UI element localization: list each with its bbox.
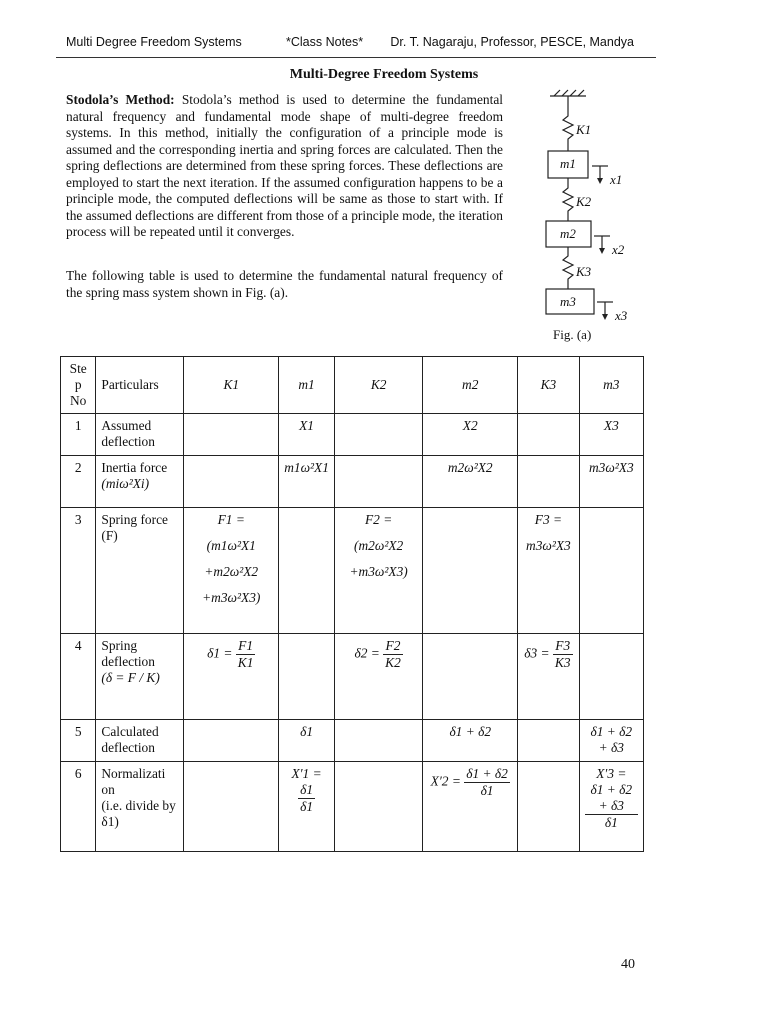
particular: Assumed deflection	[96, 414, 184, 456]
header-k1: K1	[184, 357, 279, 414]
step-number: 5	[61, 720, 96, 762]
label-m2: m2	[560, 226, 576, 241]
header-m2: m2	[423, 357, 518, 414]
page-number: 40	[621, 957, 635, 972]
spring-k2	[563, 178, 573, 221]
cell-k2: F2 = (m2ω²X2 +m3ω²X3)	[334, 508, 422, 634]
intro-paragraph-2: The following table is used to determine the fundamental natural frequency of the spring mass system shown in Fig. (a).	[66, 268, 503, 300]
label-x3: x3	[615, 308, 628, 323]
cell-m2: δ1 + δ2	[423, 720, 518, 762]
step-number: 3	[61, 508, 96, 634]
cell-k1: δ1 = $\frac{F1}{K1}$	[184, 634, 279, 720]
particular-sub: (i.e. divide by δ1)	[101, 798, 176, 829]
spring-k3	[563, 247, 573, 289]
cell-m2: m2ω²X2	[423, 456, 518, 508]
cell-m1: X1	[279, 414, 335, 456]
label-x2: x2	[612, 242, 625, 257]
spring-mass-figure	[520, 86, 640, 356]
particular: Spring deflection (δ = F / K)	[96, 634, 184, 720]
cell-k3: δ3 = $\frac{F3}{K3}$	[518, 634, 580, 720]
cell-m1: m1ω²X1	[279, 456, 335, 508]
particular: Calculated deflection	[96, 720, 184, 762]
table-row	[61, 720, 644, 762]
table-row	[61, 634, 644, 720]
label-k3: K3	[576, 264, 592, 279]
particular: Spring force (F)	[96, 508, 184, 634]
cell-m2: X2	[423, 414, 518, 456]
table-row	[61, 456, 644, 508]
page-title: Multi-Degree Freedom Systems	[289, 67, 479, 82]
step-number: 1	[61, 414, 96, 456]
cell-k3: F3 = m3ω²X3	[518, 508, 580, 634]
cell-m1: δ1	[279, 720, 335, 762]
table-row	[61, 508, 644, 634]
spring-k1	[563, 96, 573, 151]
cell-k1: F1 = (m1ω²X1 +m2ω²X2 +m3ω²X3)	[184, 508, 279, 634]
particular: Inertia force (miω²Xi)	[96, 456, 184, 508]
cell-m3: m3ω²X3	[579, 456, 643, 508]
intro-paragraph	[66, 92, 503, 241]
cell-k2: δ2 = $\frac{F2}{K2}$	[334, 634, 422, 720]
table-row	[61, 414, 644, 456]
table-row	[61, 762, 644, 852]
header-particulars: Particulars	[96, 357, 184, 414]
label-k2: K2	[576, 194, 592, 209]
intro-lead: Stodola’s Method:	[66, 92, 175, 107]
page-header	[56, 30, 656, 58]
header-m1: m1	[279, 357, 335, 414]
label-x1: x1	[610, 172, 623, 187]
header-right: Dr. T. Nagaraju, Professor, PESCE, Mandya	[390, 35, 634, 49]
cell-m3: δ1 + δ2 + δ3	[579, 720, 643, 762]
cell-m1: X′1 = $\frac{\delta 1}{\delta 1}$	[279, 762, 335, 852]
cell-m3: X3	[579, 414, 643, 456]
particular-sub: (δ = F / K)	[101, 670, 160, 685]
figure-caption: Fig. (a)	[553, 327, 592, 342]
step-number: 4	[61, 634, 96, 720]
step-number: 6	[61, 762, 96, 852]
header-m3: m3	[579, 357, 643, 414]
label-k1: K1	[576, 122, 592, 137]
header-left: Multi Degree Freedom Systems	[66, 35, 242, 49]
cell-m2: X′2 = $\frac{\delta 1 + \delta 2}{\delta 1}$	[423, 762, 518, 852]
cell-m3: X′3 = $\frac{\delta 1 + \delta 2 + \delta 3}{\delta 1}$	[579, 762, 643, 852]
label-m3: m3	[560, 294, 576, 309]
header-k3: K3	[518, 357, 580, 414]
header-k2: K2	[334, 357, 422, 414]
header-center: *Class Notes*	[286, 35, 364, 49]
table-header-row	[61, 357, 644, 414]
particular: Normalizati on (i.e. divide by δ1)	[96, 762, 184, 852]
intro-text: Stodola’s method is used to determine the fundamental natural frequency and fundamental mode shape of multi-degree freedom systems. In this method, initially the configuration of a principle mode is assumed and the corresponding inertia and spring forces are calculated. Then the spring deflections are determined from these spring forces. These deflections are employed to start the next iteration. If the assumed configuration happens to be a principle mode, the computed deflections will be same as those to start with. If the assumed deflections are different from those of a principle mode, the iteration process will be repeated until it converges.	[66, 92, 503, 239]
step-number: 2	[61, 456, 96, 508]
particular-sub: (miω²Xi)	[101, 476, 150, 491]
header-step: Ste p No	[61, 357, 96, 414]
label-m1: m1	[560, 156, 576, 171]
stodola-table	[60, 356, 644, 852]
